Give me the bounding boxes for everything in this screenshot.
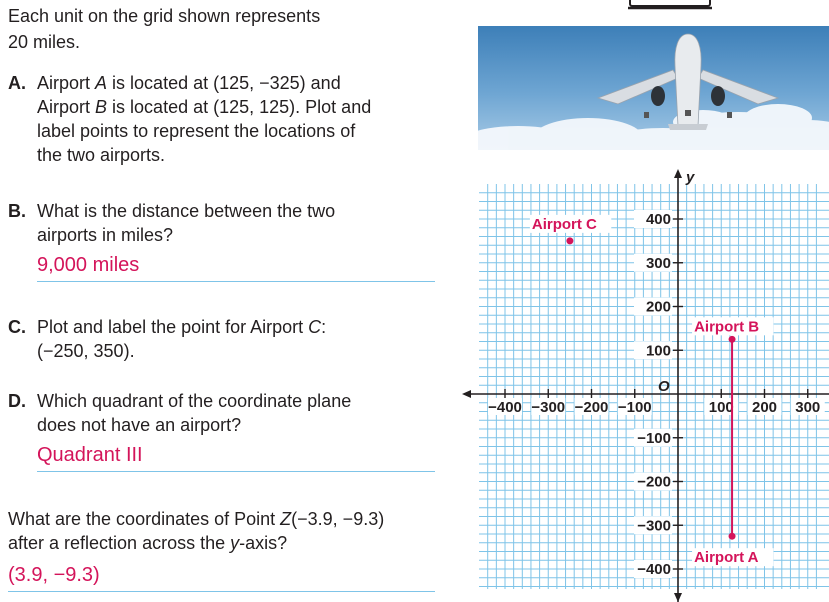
device-icon bbox=[628, 0, 712, 10]
x-axis-arrow-left bbox=[462, 390, 471, 398]
intro-line-1: Each unit on the grid shown represents bbox=[8, 6, 321, 26]
intro-line-2: 20 miles. bbox=[8, 32, 81, 52]
question-d-line-2: does not have an airport? bbox=[37, 415, 242, 435]
y-axis-arrow-up bbox=[674, 169, 682, 178]
y-tick-label: −100 bbox=[637, 429, 671, 447]
question-a-text bbox=[37, 71, 437, 167]
y-tick-label: −400 bbox=[637, 561, 671, 578]
x-tick-label: −200 bbox=[574, 399, 609, 416]
question-a-line-2: Airport B is located at (125, 125). Plot and bbox=[37, 97, 372, 117]
origin-label: O bbox=[658, 378, 670, 395]
reflection-answer-line bbox=[8, 591, 435, 592]
x-tick-label: 100 bbox=[708, 399, 734, 416]
airport-b-point bbox=[729, 336, 736, 343]
question-a-line-4: the two airports. bbox=[37, 145, 166, 165]
y-axis-arrow-down bbox=[674, 593, 682, 602]
question-c-label: C. bbox=[8, 317, 26, 337]
question-b-line-2: airports in miles? bbox=[37, 225, 174, 245]
y-tick-label: −300 bbox=[637, 517, 671, 535]
coordinate-graph bbox=[462, 165, 829, 602]
x-tick-label: −300 bbox=[531, 399, 566, 416]
question-d-label: D. bbox=[8, 391, 26, 411]
reflection-question bbox=[8, 507, 448, 555]
y-tick-label: 200 bbox=[645, 298, 671, 316]
question-d-answer-line bbox=[37, 471, 435, 472]
airport-a-label: Airport A bbox=[694, 549, 759, 567]
question-a-label: A. bbox=[8, 73, 26, 93]
y-axis-label: y bbox=[686, 169, 695, 186]
x-tick-label: −100 bbox=[617, 399, 652, 416]
y-tick-label: −200 bbox=[637, 473, 671, 491]
question-b-line-1: What is the distance between the two bbox=[37, 201, 336, 221]
reflection-question-line-1: What are the coordinates of Point Z(−3.9, −9.3) bbox=[8, 509, 385, 529]
y-tick-label: 400 bbox=[645, 211, 671, 228]
question-c-line-2: (−250, 350). bbox=[37, 341, 135, 361]
question-d-line-1: Which quadrant of the coordinate plane bbox=[37, 391, 352, 411]
y-tick-label: 100 bbox=[645, 342, 671, 360]
question-b-label: B. bbox=[8, 201, 26, 221]
question-a-line-1: Airport A is located at (125, −325) and bbox=[37, 73, 341, 93]
question-a-line-3: label points to represent the locations of bbox=[37, 121, 356, 141]
x-tick-label: 200 bbox=[751, 399, 778, 416]
airport-b-label: Airport B bbox=[694, 318, 760, 336]
airport-a-point bbox=[729, 533, 736, 540]
reflection-answer: (3.9, −9.3) bbox=[8, 564, 100, 586]
question-b-answer: 9,000 miles bbox=[37, 254, 140, 276]
question-d-text bbox=[37, 389, 437, 437]
x-tick-label: 300 bbox=[795, 399, 821, 416]
airport-c-label: Airport C bbox=[531, 215, 597, 233]
question-c-line-1: Plot and label the point for Airport C: bbox=[37, 317, 327, 337]
question-c-text bbox=[37, 315, 437, 363]
question-b-answer-line bbox=[37, 281, 435, 282]
reflection-question-line-2: after a reflection across the y-axis? bbox=[8, 533, 288, 553]
airplane-photo bbox=[478, 26, 829, 150]
question-d-answer: Quadrant III bbox=[37, 444, 143, 466]
y-tick-label: 300 bbox=[645, 254, 671, 272]
question-b-text bbox=[37, 199, 437, 247]
x-tick-label: −400 bbox=[488, 399, 522, 416]
airport-c-point bbox=[566, 237, 573, 244]
